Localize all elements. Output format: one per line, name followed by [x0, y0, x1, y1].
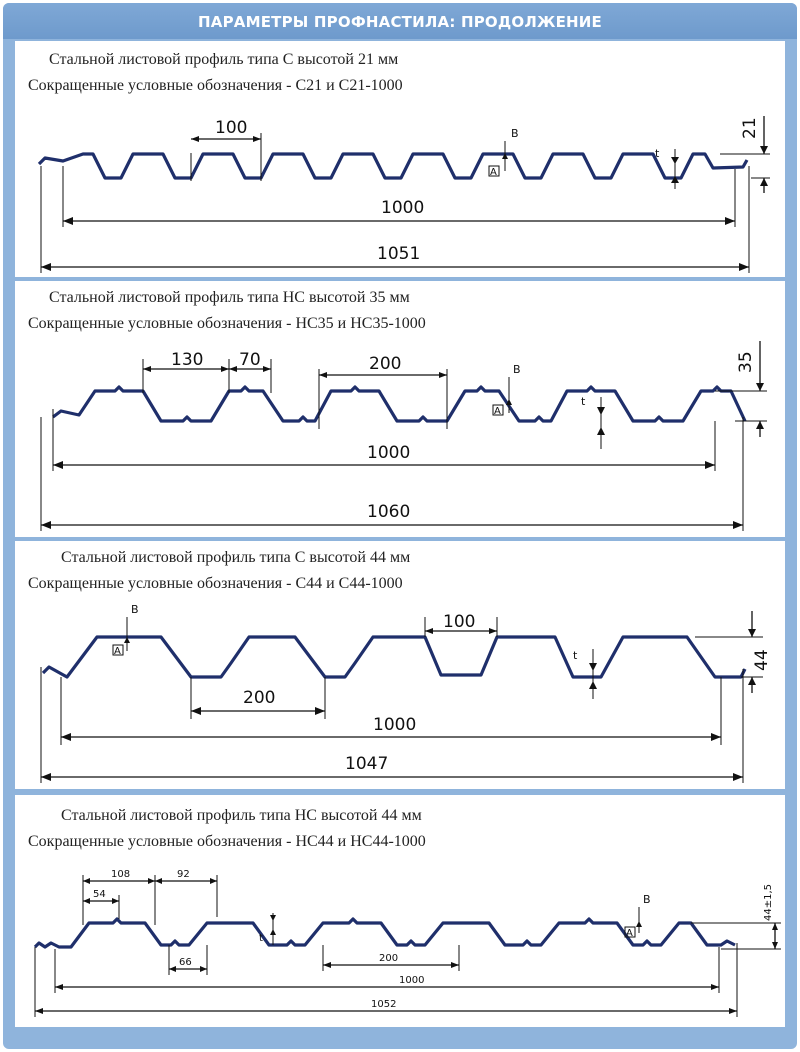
dim-total-width: 1051: [377, 244, 421, 264]
label-t: t: [573, 649, 578, 662]
dim-66: 66: [179, 957, 192, 968]
profile-panel-c44: [15, 541, 785, 789]
dim-useful-width: 1000: [373, 715, 417, 735]
panel-title: Стальной листовой профиль типа НС высотой 44 мм: [61, 807, 422, 824]
dim-total-width: 1060: [367, 502, 411, 522]
label-a: A: [490, 167, 497, 178]
dim-pitch: 200: [369, 354, 402, 374]
profile-panel-hc44: [15, 795, 785, 1027]
profile-panel-c21: [15, 41, 785, 277]
dim-height: 35: [736, 351, 756, 373]
dim-pitch: 100: [215, 118, 248, 138]
profile-drawing-hc44: [15, 795, 785, 1027]
dim-total-width: 1047: [345, 754, 389, 774]
dim-pitch: 200: [243, 688, 276, 708]
profile-panel-hc35: [15, 281, 785, 537]
profile-drawing-hc35: [15, 281, 785, 537]
dim-height: 44: [752, 649, 772, 671]
label-b: B: [513, 363, 521, 376]
label-a: A: [626, 928, 633, 939]
dim-bottom-width: 70: [239, 350, 261, 370]
dim-top-width: 130: [171, 350, 204, 370]
label-t: t: [259, 933, 263, 944]
dim-92: 92: [177, 869, 190, 880]
profile-outline: [53, 387, 745, 421]
dim-108: 108: [111, 869, 131, 880]
label-t: t: [655, 147, 660, 160]
label-b: B: [131, 603, 139, 616]
panel-title: Стальной листовой профиль типа С высотой 44 мм: [61, 549, 411, 566]
dim-useful-width: 1000: [399, 975, 425, 986]
dim-total-width: 1052: [371, 999, 397, 1010]
panel-title: Стальной листовой профиль типа НС высотой 35 мм: [49, 289, 410, 306]
page-header: ПАРАМЕТРЫ ПРОФНАСТИЛА: ПРОДОЛЖЕНИЕ: [3, 3, 797, 39]
label-a: A: [114, 646, 121, 657]
profile-drawing-c21: [15, 41, 785, 277]
page-frame: [3, 3, 797, 1049]
panel-subtitle: Сокращенные условные обозначения - С44 и С44-1000: [28, 575, 403, 592]
panel-subtitle: Сокращенные условные обозначения - С21 и С21-1000: [28, 77, 403, 94]
profile-outline: [39, 154, 747, 178]
dim-54: 54: [93, 889, 106, 900]
dim-pitch: 200: [379, 953, 399, 964]
panel-title: Стальной листовой профиль типа С высотой 21 мм: [49, 51, 399, 68]
panel-subtitle: Сокращенные условные обозначения - НС44 и НС44-1000: [28, 833, 426, 850]
label-b: B: [511, 127, 519, 140]
dim-useful-width: 1000: [381, 198, 425, 218]
label-t: t: [581, 395, 586, 408]
label-b: B: [643, 893, 651, 906]
panel-subtitle: Сокращенные условные обозначения - НС35 и НС35-1000: [28, 315, 426, 332]
dim-height: 44±1,5: [763, 883, 774, 921]
dim-top-width: 100: [443, 612, 476, 632]
profile-outline: [43, 637, 745, 677]
dim-useful-width: 1000: [367, 443, 411, 463]
dim-height: 21: [740, 117, 760, 139]
label-a: A: [494, 406, 501, 417]
profile-drawing-c44: [15, 541, 785, 789]
